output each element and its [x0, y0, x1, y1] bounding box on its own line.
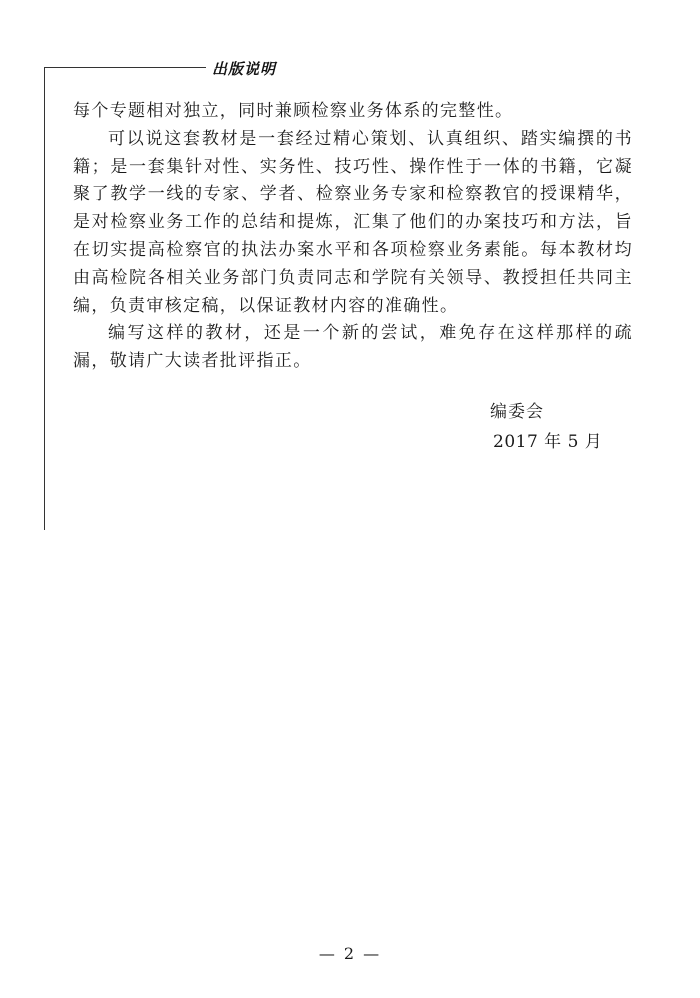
paragraph-continuation: 每个专题相对独立，同时兼顾检察业务体系的完整性。: [73, 101, 514, 121]
signature-author: 编委会: [490, 402, 544, 422]
section-title: 出版说明: [212, 60, 277, 78]
paragraph: 编写这样的教材，还是一个新的尝试，难免存在这样那样的疏漏，敬请广大读者批评指正。: [73, 323, 633, 372]
header-rule-horizontal: [44, 67, 206, 68]
signature-date: 2017 年 5 月: [493, 432, 603, 452]
body-text: [73, 98, 633, 376]
page-number: — 2 —: [318, 944, 382, 963]
header-rule-vertical: [44, 67, 45, 530]
paragraph: 可以说这套教材是一套经过精心策划、认真组织、踏实编撰的书籍；是一套集针对性、实务性、技巧性、操作性于一体的书籍，它凝聚了教学一线的专家、学者、检察业务专家和检察教官的授课精华，是对检察业务工作的总结和提炼，汇集了他们的办案技巧和方法，旨在切实提高检察官的执法办案水平和各项检察业务素能。每本教材均由高检院各相关业务部门负责同志和学院有关领导、教授担任共同主编，负责审核定稿，以保证教材内容的准确性。: [73, 128, 633, 316]
